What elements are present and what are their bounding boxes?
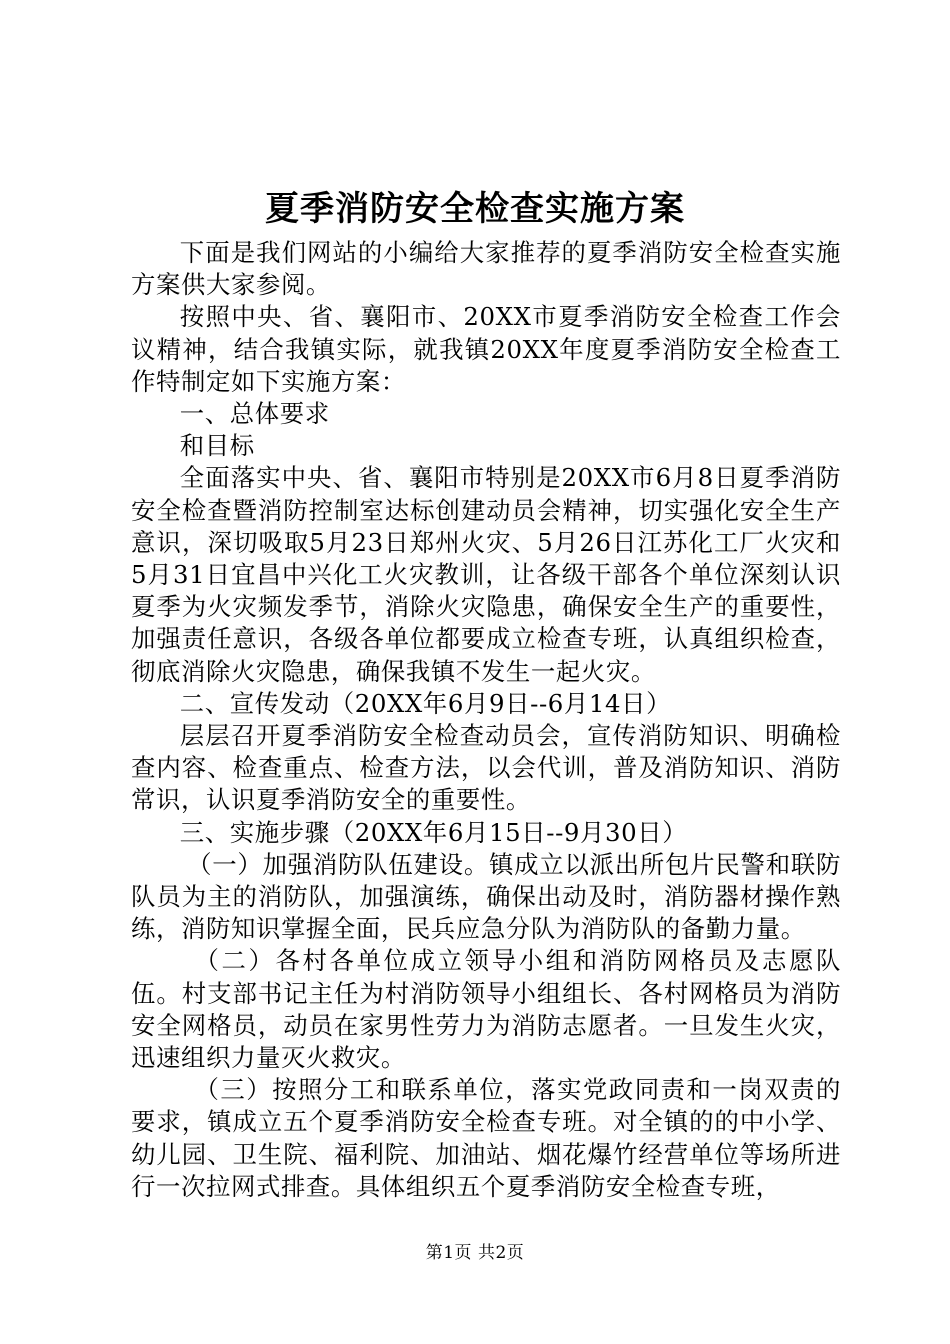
step-1-paragraph: （一）加强消防队伍建设。镇成立以派出所包片民警和联防队员为主的消防队，加强演练，确保出动及时，消防器材操作熟练，消防知识掌握全面，民兵应急分队为消防队的备勤力量。 — [131, 849, 841, 944]
document-body — [131, 237, 841, 1203]
section-heading-1: 一、总体要求 — [179, 399, 330, 429]
step-3-paragraph: （三）按照分工和联系单位，落实党政同责和一岗双责的要求，镇成立五个夏季消防安全检查专班。对全镇的的中小学、幼儿园、卫生院、福利院、加油站、烟花爆竹经营单位等场所进行一次拉网式排查。具体组织五个夏季消防安全检查专班， — [131, 1075, 841, 1201]
section-heading-2: 二、宣传发动（20XX年6月9日--6月14日） — [179, 688, 672, 718]
step-2-paragraph: （二）各村各单位成立领导小组和消防网格员及志愿队伍。村支部书记主任为村消防领导小组组长、各村网格员为消防安全网格员，动员在家男性劳力为消防志愿者。一旦发生火灾，迅速组织力量灭火救灾。 — [131, 946, 841, 1073]
goals-paragraph: 全面落实中央、省、襄阳市特别是20XX市6月8日夏季消防安全检查暨消防控制室达标创建动员会精神，切实强化安全生产意识，深切吸取5月23日郑州火灾、5月26日江苏化工厂火灾和5月31日宜昌中兴化工火灾教训，让各级干部各个单位深刻认识夏季为火灾频发季节，消除火灾隐患，确保安全生产的重要性，加强责任意识，各级各单位都要成立检查专班，认真组织检查，彻底消除火灾隐患，确保我镇不发生一起火灾。 — [131, 463, 841, 686]
publicity-paragraph: 层层召开夏季消防安全检查动员会，宣传消防知识、明确检查内容、检查重点、检查方法，以会代训，普及消防知识、消防常识，认识夏季消防安全的重要性。 — [131, 721, 841, 815]
section-heading-1-continued: 和目标 — [179, 431, 255, 461]
basis-paragraph: 按照中央、省、襄阳市、20XX市夏季消防安全检查工作会议精神，结合我镇实际，就我镇20XX年度夏季消防安全检查工作特制定如下实施方案： — [131, 302, 841, 396]
intro-paragraph: 下面是我们网站的小编给大家推荐的夏季消防安全检查实施方案供大家参阅。 — [131, 238, 841, 300]
section-heading-3: 三、实施步骤（20XX年6月15日--9月30日） — [179, 817, 688, 847]
page-number-footer: 第1页 共2页 — [425, 1243, 525, 1263]
document-title: 夏季消防安全检查实施方案 — [265, 189, 685, 229]
